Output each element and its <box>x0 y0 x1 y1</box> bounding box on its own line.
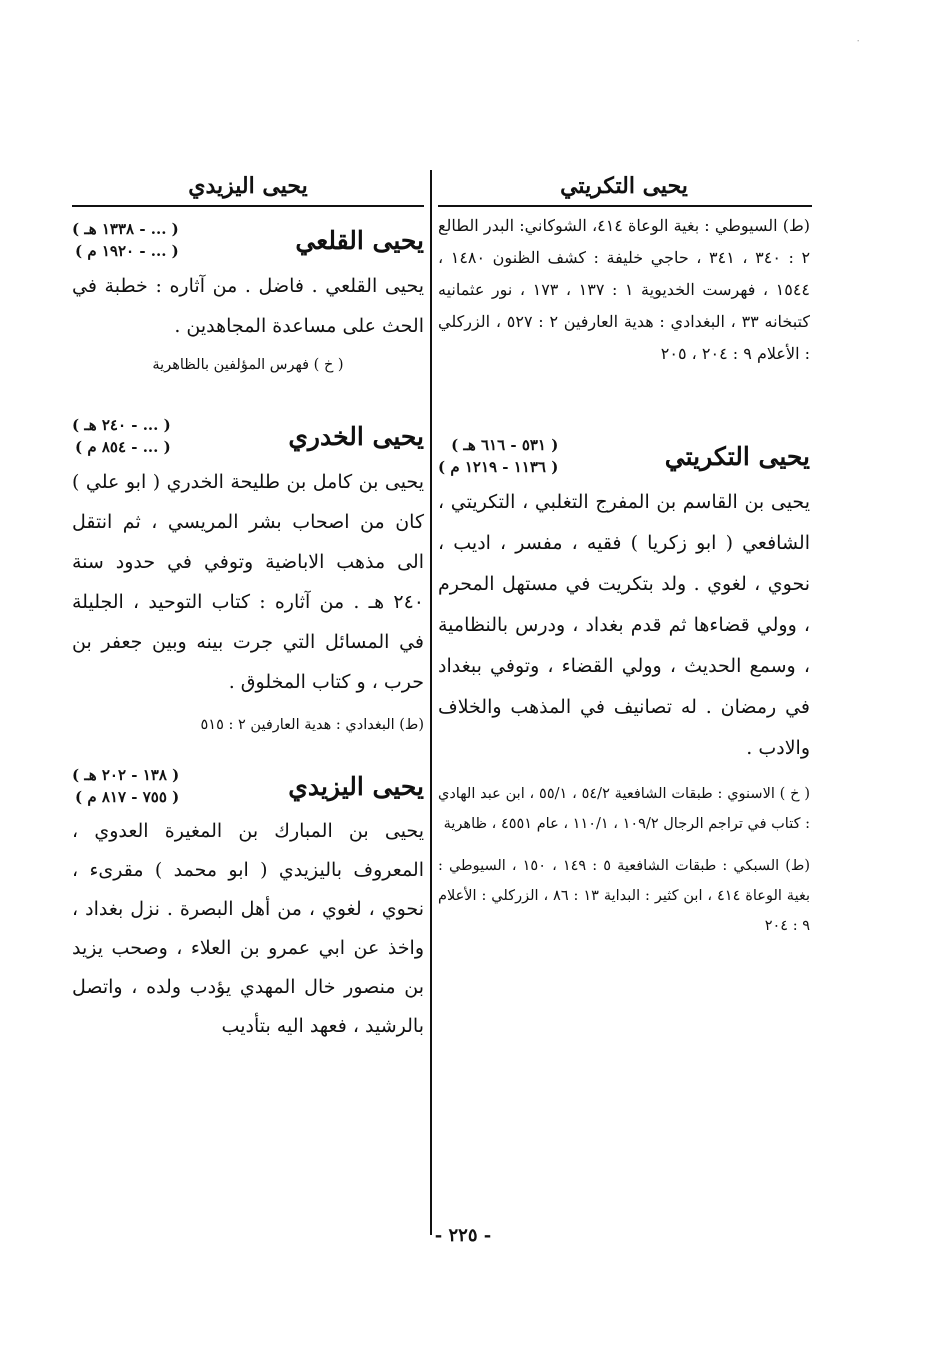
top-reference: (ط) السيوطي : بغية الوعاة ٤١٤، الشوكاني: البدر الطالع ٢ : ٣٤٠ ، ٣٤١ ، حاجي خليفة : كشف الظنون ١٤٨٠ ، ١٥٤٤ ، فهرست الخديوية ١ : ١٣٧ ، ١٧٣ ، نور عثمانيه كتبخانه ٣٣ ، البغدادي : هدية العارفين ٢ : ٥٢٧ ، الزركلي : الأعلام ٩ : ٢٠٤ ، ٢٠٥ <box>438 216 811 363</box>
entry-header-tikriti <box>438 434 810 478</box>
page-number: - ٢٢٥ - <box>434 1225 492 1246</box>
entry-dates <box>72 218 179 262</box>
dates-ad: ( ... - ٨٥٤ م ) <box>75 438 171 456</box>
entry-title: يحيى اليزيدي <box>288 771 424 801</box>
dates-hijri: ( ... - ١٣٣٨ هـ ) <box>72 220 179 238</box>
entry-reference-t: (ط) السبكي : طبقات الشافعية ٥ : ١٤٩ ، ١٥٠ ، السيوطي : بغية الوعاة ٤١٤ ، ابن كثير : البداية ١٣ : ٨٦ ، الزركلي : الأعلام ٩ : ٢٠٤ <box>438 858 810 934</box>
dates-ad: ( ... - ١٩٢٠ م ) <box>75 242 179 260</box>
dates-ad: ( ١١٣٦ - ١٢١٩ م ) <box>438 458 559 476</box>
left-column <box>72 170 424 1046</box>
entry-title: يحيى التكريتي <box>664 441 810 471</box>
right-column <box>438 170 810 941</box>
dates-hijri: ( ١٣٨ - ٢٠٢ هـ ) <box>72 766 180 784</box>
entry-body: يحيى بن القاسم بن المفرج التغلبي ، التكريتي ، الشافعي ( ابو زكريا ) فقيه ، مفسر ، اديب ، نحوي ، لغوي . ولد بتكريت في مستهل المحرم ، وولي قضاءها ثم قدم بغداد ، ودرس بالنظامية ، وسمع الحديث ، وولي القضاء ، وتوفي ببغداد في رمضان . له تصانيف في المذهب والخلاف والادب . <box>438 491 810 759</box>
entry-body: يحيى القلعي . فاضل . من آثاره : خطبة في الحث على مساعدة المجاهدين . <box>72 275 424 337</box>
entry-reference: ( خ ) فهرس المؤلفين بالظاهرية <box>152 357 344 373</box>
entry-header-qalai <box>72 218 424 262</box>
entry-body: يحيى بن كامل بن طليحة الخدري ( ابو علي ) كان من اصحاب بشر المريسي ، ثم انتقل الى مذهب الاباضية وتوفي في حدود سنة ٢٤٠ هـ . من آثاره : كتاب التوحيد ، الجليلة في المسائل التي جرت بينه وبين جعفر بن حرب ، و كتاب المخلوق . <box>72 471 424 693</box>
entry-dates <box>438 434 558 478</box>
entry-header-yazidi <box>72 764 424 808</box>
entry-title: يحيى الخدري <box>288 421 424 451</box>
running-head-right: يحيى التكريتي <box>560 173 688 199</box>
entry-header-khudri <box>72 414 424 458</box>
dates-hijri: ( ٥٣١ - ٦١٦ هـ ) <box>451 436 559 454</box>
dates-ad: ( ٧٥٥ - ٨١٧ م ) <box>75 788 180 806</box>
entry-body: يحيى بن المبارك بن المغيرة العدوي ، المعروف باليزيدي ( ابو محمد ) مقرىء ، نحوي ، لغوي ، من أهل البصرة . نزل بغداد ، واخذ عن ابي عمرو بن العلاء ، وصحب يزيد بن منصور خال المهدي يؤدب ولده ، واتصل بالرشيد ، فعهد اليه بتأديب <box>72 820 424 1037</box>
entry-dates <box>72 764 179 808</box>
entry-title: يحيى القلعي <box>295 225 424 255</box>
column-divider <box>430 170 432 1235</box>
entry-dates <box>72 414 171 458</box>
corner-mark: ٠ <box>856 36 861 45</box>
dates-hijri: ( ... - ٢٤٠ هـ ) <box>72 416 171 434</box>
entry-reference-kh: ( خ ) الاسنوي : طبقات الشافعية ٥٤/٢ ، ٥٥/١ ، ابن عبد الهادي : كتاب في تراجم الرجال ١٠٩/٢ ، ١١٠/١ ، عام ٤٥٥١ ، ظاهرية <box>438 786 810 832</box>
entry-reference: (ط) البغدادي : هدية العارفين ٢ : ٥١٥ <box>200 717 424 733</box>
running-head-left: يحيى اليزيدي <box>188 173 308 199</box>
